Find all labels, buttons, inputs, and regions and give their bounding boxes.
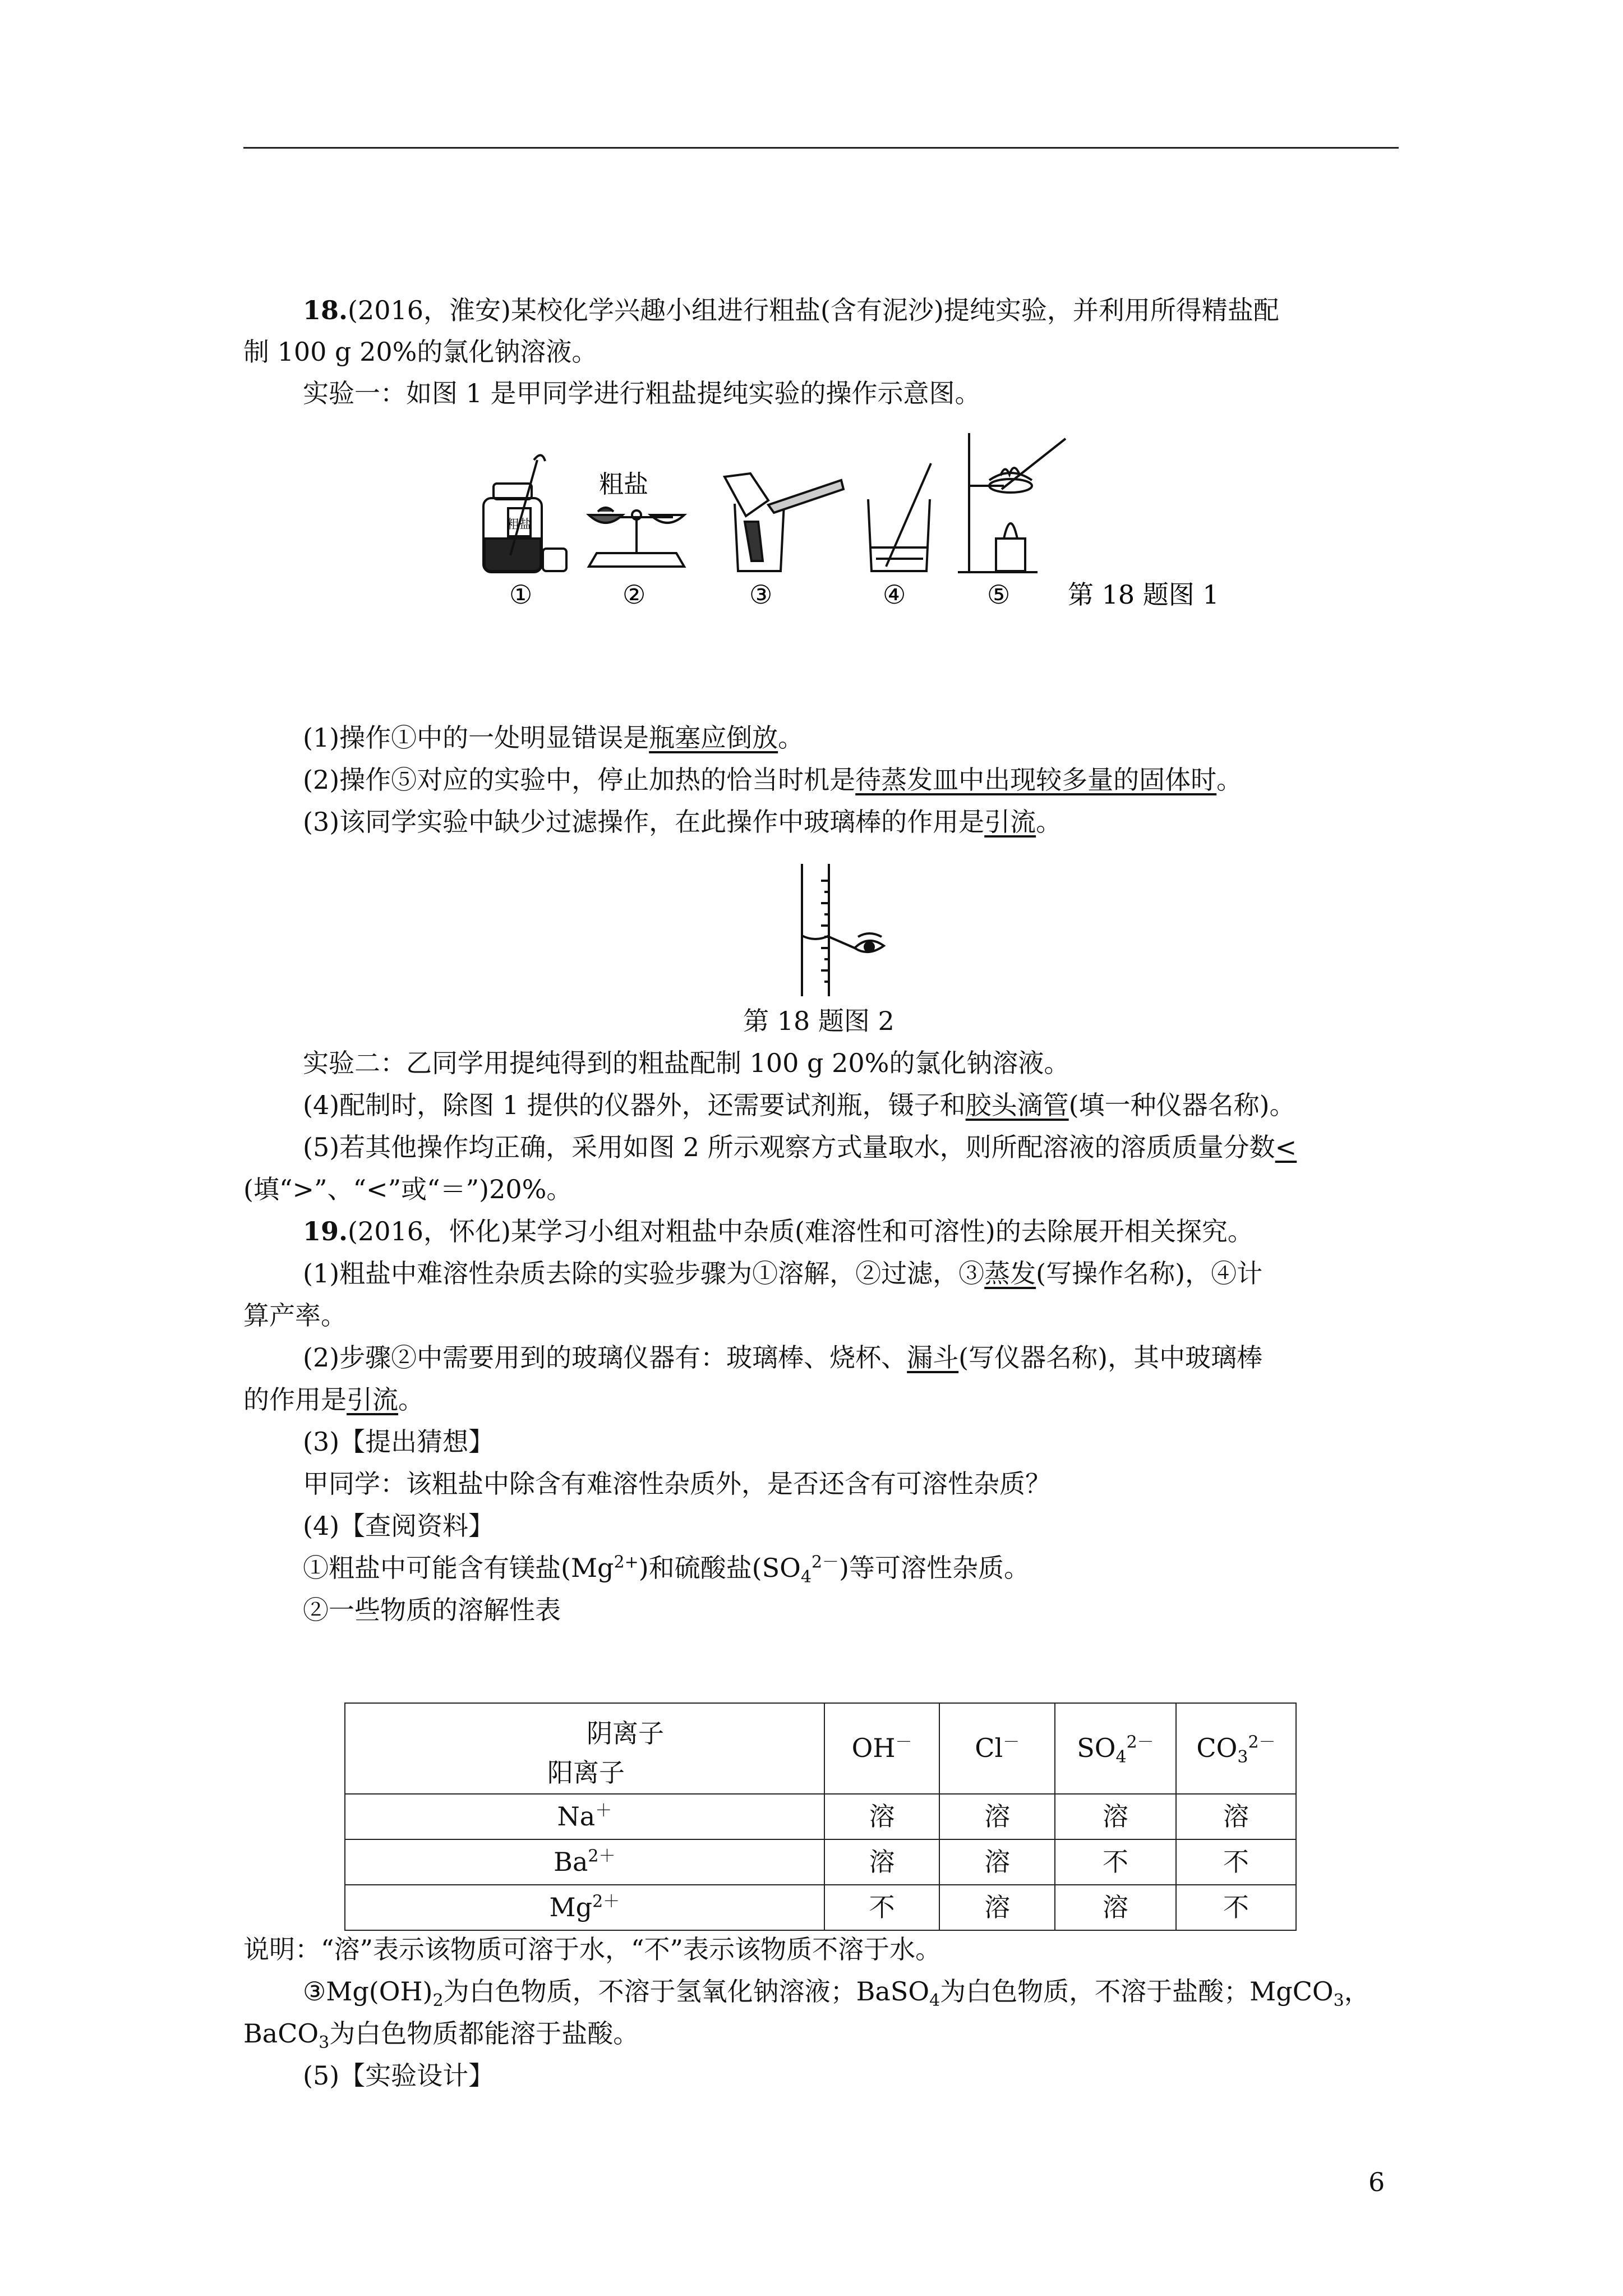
cation-ba: $Ba^{2+}$: [345, 1839, 824, 1885]
q18-intro: [243, 291, 1399, 330]
table-note: 说明：“溶”表示该物质可溶于水，“不”表示该物质不溶于水。: [243, 1934, 942, 1964]
step-labels: [509, 579, 1010, 610]
table-cell: 溶: [1176, 1794, 1296, 1839]
anion-heading: 阴离子: [587, 1718, 664, 1749]
table-cell: 溶: [1055, 1794, 1176, 1839]
eye-icon: [855, 933, 884, 952]
q19-part-1: (1)粗盐中难溶性杂质去除的实验步骤为①溶解，②过滤，③蒸发(写操作名称)，④计: [303, 1258, 1263, 1289]
q19-part-4-item-2: ②一些物质的溶解性表: [303, 1595, 561, 1625]
answer-4: 胶头滴管: [965, 1090, 1069, 1120]
step-4-label: ④: [883, 579, 906, 610]
figure-1-caption: 第 18 题图 1: [1068, 579, 1219, 610]
graduated-cylinder-icon: [802, 864, 855, 996]
answer-19-3: 引流: [347, 1384, 398, 1415]
anion-cl: Cl－: [939, 1703, 1055, 1794]
balance-icon: [589, 508, 684, 567]
step-1-label: ①: [509, 579, 533, 610]
cation-mg: $Mg^{2+}$: [345, 1885, 824, 1930]
answer-5: <: [1275, 1132, 1297, 1162]
q19-part-5-heading: (5)【实验设计】: [303, 2060, 495, 2091]
answer-2: 待蒸发皿中出现较多量的固体时: [855, 765, 1217, 795]
table-cell: 溶: [939, 1839, 1055, 1885]
table-cell: 不: [1176, 1839, 1296, 1885]
anion-so4: $SO_4^{2-}$: [1055, 1703, 1176, 1794]
beaker-stirring-icon: [868, 463, 931, 571]
anion-co3: $CO_3^{2-}$: [1176, 1703, 1296, 1794]
answer-3: 引流: [984, 807, 1036, 837]
table-cell: 溶: [1055, 1885, 1176, 1930]
q18-intro-line2: 制 100 g 20%的氯化钠溶液。: [243, 337, 598, 367]
q18-part-3: (3)该同学实验中缺少过滤操作，在此操作中玻璃棒的作用是引流。: [303, 807, 1062, 837]
table-cell: 溶: [939, 1794, 1055, 1839]
cation-na: Na＋: [345, 1794, 824, 1839]
step-3-label: ③: [749, 579, 773, 610]
table-cell: 不: [824, 1885, 940, 1930]
table-cell: 溶: [824, 1794, 940, 1839]
step-5-label: ⑤: [987, 579, 1011, 610]
table-cell: 不: [1176, 1885, 1296, 1930]
q19-intro: 19.(2016，怀化)某学习小组对粗盐中杂质(难溶性和可溶性)的去除展开相关探究。: [303, 1216, 1253, 1246]
q18-part-1: (1)操作①中的一处明显错误是瓶塞应倒放。: [303, 723, 804, 753]
table-row: [345, 1885, 1296, 1930]
q19-part-2: (2)步骤②中需要用到的玻璃仪器有：玻璃棒、烧杯、漏斗(写仪器名称)，其中玻璃棒: [303, 1342, 1263, 1373]
header-rule: [243, 147, 1399, 149]
reagent-bottle-icon: [483, 455, 566, 572]
pouring-beaker-icon: [725, 473, 843, 571]
q18-part-5: (5)若其他操作均正确，采用如图 2 所示观察方式量取水，则所配溶液的溶质质量分数<: [303, 1132, 1297, 1162]
figure-1-operations: [471, 426, 1267, 611]
q18-part-5-line2: (填“>”、“<”或“＝”)20%。: [243, 1174, 573, 1204]
evaporation-setup-icon: [958, 433, 1066, 572]
q18-intro-text: (2016，淮安)某校化学兴趣小组进行粗盐(含有泥沙)提纯实验，并利用所得精盐配: [348, 295, 1279, 325]
bottle-label: 粗盐: [506, 518, 532, 532]
q18-experiment-2: 实验二：乙同学用提纯得到的粗盐配制 100 g 20%的氯化钠溶液。: [303, 1048, 1070, 1078]
q19-part-4-heading: (4)【查阅资料】: [303, 1511, 495, 1541]
q19-part-3-text: 甲同学：该粗盐中除含有难溶性杂质外，是否还含有可溶性杂质？: [303, 1469, 1051, 1499]
fig1-salt-label: 粗盐: [599, 470, 648, 499]
table-row: [345, 1794, 1296, 1839]
answer-19-1: 蒸发: [984, 1258, 1036, 1289]
answer-19-2: 漏斗: [907, 1342, 959, 1373]
table-corner-cell: [345, 1703, 824, 1794]
q19-part-4-item-1: ①粗盐中可能含有镁盐$(Mg^{2+})$和硫酸盐$(SO_4^{2-})$等可溶性杂质。: [303, 1552, 1030, 1588]
q18-part-2: (2)操作⑤对应的实验中，停止加热的恰当时机是待蒸发皿中出现较多量的固体时。: [303, 765, 1243, 795]
solubility-table: [344, 1703, 1297, 1931]
table-row: [345, 1839, 1296, 1885]
cation-heading: 阳离子: [547, 1757, 625, 1788]
q19-part-1-line2: 算产率。: [243, 1300, 347, 1331]
q19-number: 19.: [303, 1216, 348, 1246]
table-cell: 溶: [824, 1839, 940, 1885]
figure-2-cylinder: [785, 864, 909, 999]
table-cell: 溶: [939, 1885, 1055, 1930]
step-2-label: ②: [623, 579, 646, 610]
q19-part-2-line2: 的作用是引流。: [243, 1384, 424, 1415]
q19-part-3-heading: (3)【提出猜想】: [303, 1427, 495, 1457]
answer-1: 瓶塞应倒放: [649, 723, 778, 753]
q18-experiment-1: 实验一：如图 1 是甲同学进行粗盐提纯实验的操作示意图。: [303, 378, 981, 408]
q19-part-4-item-3: $③Mg(OH)_2$为白色物质，不溶于氢氧化钠溶液；BaSO$_4$为白色物质，不溶于盐酸；MgCO$_3$，: [303, 1976, 1370, 2011]
figure-2-caption: 第 18 题图 2: [743, 1006, 895, 1036]
q18-part-4: (4)配制时，除图 1 提供的仪器外，还需要试剂瓶，镊子和胶头滴管(填一种仪器名称)。: [303, 1090, 1295, 1120]
q18-number: 18.: [303, 295, 348, 325]
table-cell: 不: [1055, 1839, 1176, 1885]
q19-part-4-item-3-line2: BaCO$_3$为白色物质都能溶于盐酸。: [243, 2018, 639, 2053]
anion-oh: OH－: [824, 1703, 940, 1794]
table-header-row: [345, 1703, 1296, 1794]
page-number: 6: [1368, 2167, 1385, 2197]
